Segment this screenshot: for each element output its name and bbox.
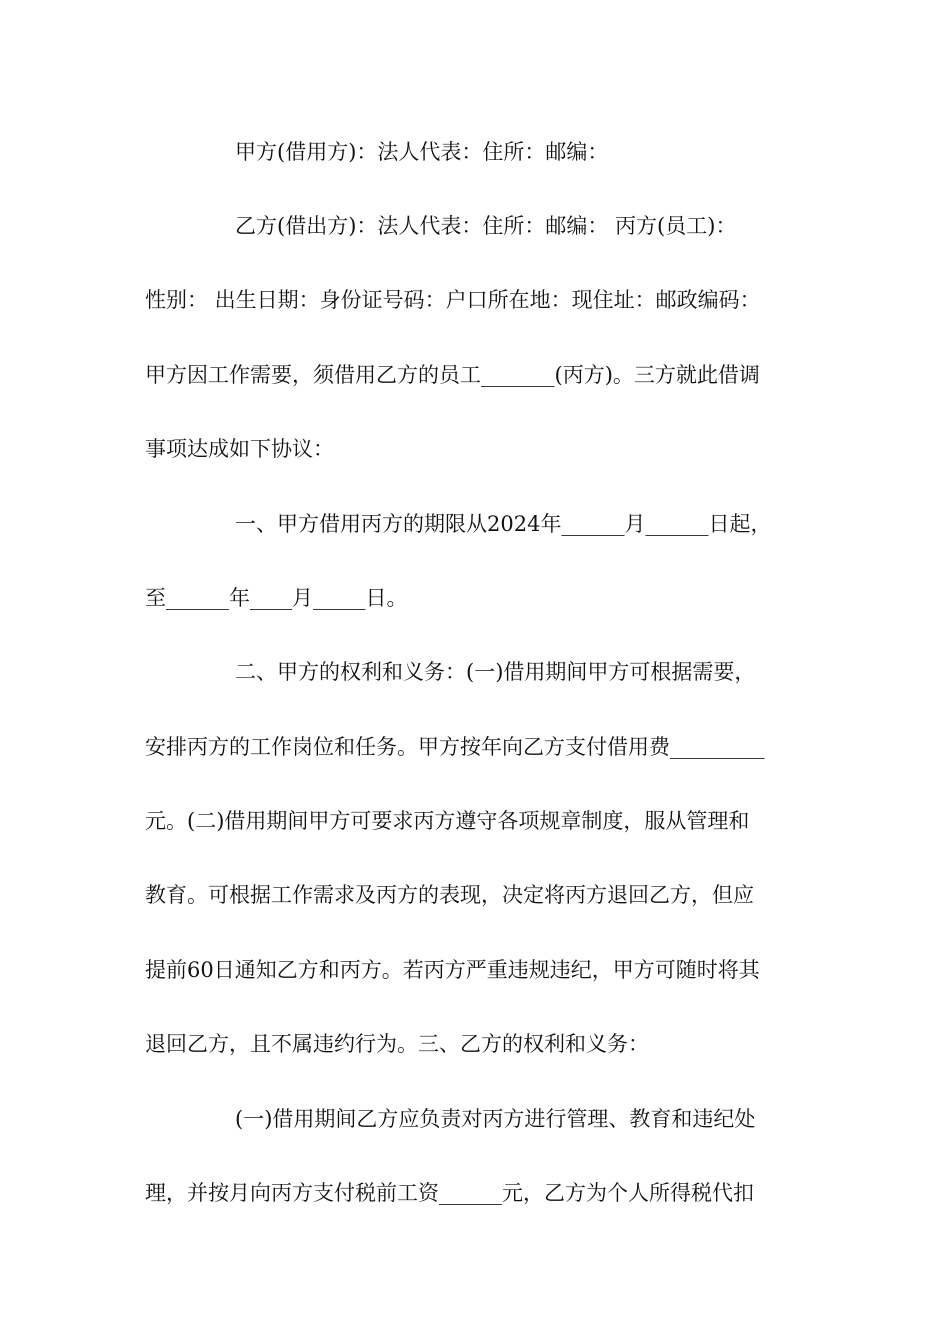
text-line-clause-2-sub2: 元。(二)借用期间甲方可要求丙方遵守各项规章制度，服从管理和 <box>145 809 750 833</box>
text-line-clause-3-salary: 理，并按月向丙方支付税前工资______元，乙方为个人所得税代扣 <box>145 1181 754 1205</box>
text-line-clause-1-end: 至______年____月_____日。 <box>145 586 408 610</box>
text-line-clause-3-sub1: (一)借用期间乙方应负责对丙方进行管理、教育和违纪处 <box>235 1107 756 1131</box>
text-line-party-a: 甲方(借用方)：法人代表：住所：邮编： <box>235 140 609 164</box>
text-line-purpose: 甲方因工作需要，须借用乙方的员工_______(丙方)。三方就此借调 <box>145 363 760 387</box>
text-line-clause-1: 一、甲方借用丙方的期限从2024年______月______日起， <box>235 512 772 536</box>
text-line-clause-2: 二、甲方的权利和义务：(一)借用期间甲方可根据需要， <box>235 660 756 684</box>
text-line-clause-3: 退回乙方，且不属违约行为。三、乙方的权利和义务： <box>145 1032 649 1056</box>
text-line-clause-2-return: 教育。可根据工作需求及丙方的表现，决定将丙方退回乙方，但应 <box>145 883 754 907</box>
text-line-agreement: 事项达成如下协议： <box>145 437 334 461</box>
text-line-employee-info: 性别： 出生日期：身份证号码：户口所在地：现住址：邮政编码： <box>145 288 761 312</box>
text-line-party-b: 乙方(借出方)：法人代表：住所：邮编： 丙方(员工)： <box>235 214 737 238</box>
text-line-clause-2-notice: 提前60日通知乙方和丙方。若丙方严重违规违纪，甲方可随时将其 <box>145 958 760 982</box>
text-line-clause-2-cont: 安排丙方的工作岗位和任务。甲方按年向乙方支付借用费_________ <box>145 735 765 759</box>
